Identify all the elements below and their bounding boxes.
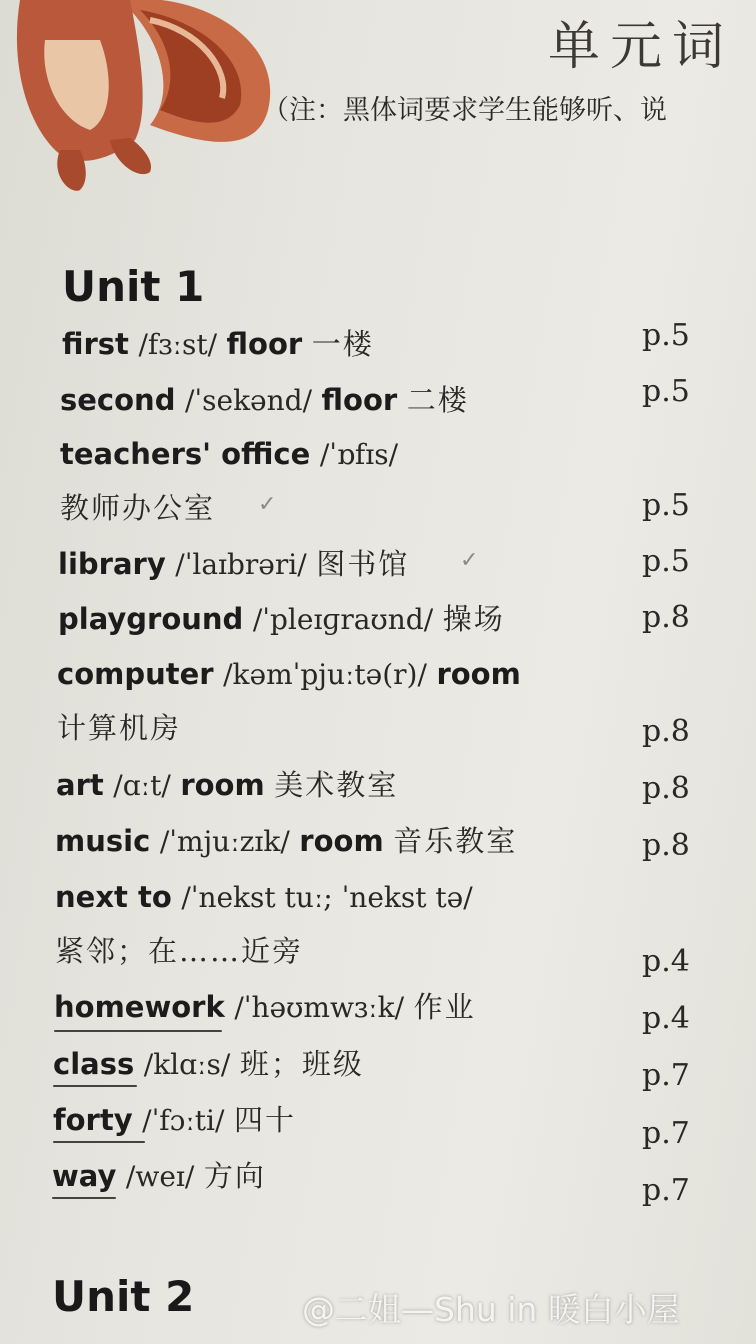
word: art <box>56 768 104 802</box>
page-ref: p.4 <box>642 944 690 979</box>
translation: 操场 <box>442 602 505 636</box>
entry-line <box>62 327 374 361</box>
page-ref: p.5 <box>642 318 690 353</box>
phonetic: /ˈɒfɪs/ <box>319 438 399 471</box>
page-ref: p.8 <box>642 771 690 806</box>
translation: 方向 <box>203 1159 266 1193</box>
entry-line <box>55 934 304 968</box>
translation: 美术教室 <box>274 768 399 802</box>
translation: 班；班级 <box>239 1047 364 1081</box>
squirrel-illustration <box>0 0 280 200</box>
page-ref: p.5 <box>642 488 690 523</box>
phonetic: /kəmˈpjuːtə(r)/ <box>223 658 427 691</box>
page-ref: p.7 <box>642 1173 690 1208</box>
word: music <box>55 824 151 858</box>
page-ref: p.5 <box>642 374 690 409</box>
word: floor <box>321 383 398 417</box>
phonetic: /fɜːst/ <box>138 328 217 361</box>
word: playground <box>58 602 244 636</box>
phonetic: /klɑːs/ <box>143 1048 231 1081</box>
entry-line <box>54 990 476 1024</box>
translation: 二楼 <box>406 383 469 417</box>
pen-underline <box>53 1085 137 1087</box>
word: room <box>436 657 521 691</box>
pen-underline <box>54 1030 222 1032</box>
word: floor <box>226 327 303 361</box>
word: library <box>58 547 166 581</box>
translation: 一楼 <box>311 327 374 361</box>
word: class <box>53 1047 135 1081</box>
page-ref: p.8 <box>642 714 690 749</box>
entry-line <box>60 491 216 525</box>
page-ref: p.5 <box>642 544 690 579</box>
word: room <box>299 824 384 858</box>
entry-line <box>56 768 399 802</box>
word: first <box>62 327 129 361</box>
translation: 四十 <box>233 1103 296 1137</box>
page-ref: p.8 <box>642 600 690 635</box>
entry-line <box>58 602 505 636</box>
phonetic: /ˈsekənd/ <box>185 384 312 417</box>
entry-line <box>57 657 521 691</box>
check-mark-icon: ✓ <box>460 548 479 573</box>
watermark: @二姐—Shu in 暖白小屋 <box>302 1290 680 1329</box>
translation: 教师办公室 <box>60 491 216 525</box>
entry-line <box>60 437 399 471</box>
entry-line <box>53 1103 296 1137</box>
header-title: 单元词 <box>548 17 735 77</box>
entry-line <box>60 383 469 417</box>
page-ref: p.7 <box>642 1058 690 1093</box>
phonetic: /ˈfɔːti/ <box>142 1104 225 1137</box>
translation: 图书馆 <box>316 547 410 581</box>
translation: 作业 <box>413 990 476 1024</box>
word: next to <box>55 880 172 914</box>
page-ref: p.4 <box>642 1001 690 1036</box>
word: teachers' office <box>60 437 311 471</box>
phonetic: /ˈnekst tuː; ˈnekst tə/ <box>181 881 473 914</box>
word: room <box>180 768 265 802</box>
entry-line <box>57 711 182 745</box>
word: second <box>60 383 176 417</box>
phonetic: /ɑːt/ <box>113 769 171 802</box>
page-ref: p.7 <box>642 1116 690 1151</box>
page-ref: p.8 <box>642 828 690 863</box>
unit-1-heading: Unit 1 <box>62 262 205 311</box>
word: homework <box>54 990 225 1024</box>
phonetic: /weɪ/ <box>125 1160 195 1193</box>
phonetic: /ˈpleɪɡraʊnd/ <box>252 603 434 636</box>
word: forty <box>53 1103 133 1137</box>
phonetic: /ˈhəʊmwɜːk/ <box>234 991 405 1024</box>
entry-line <box>53 1047 364 1081</box>
translation: 计算机房 <box>57 711 182 745</box>
pen-underline <box>52 1197 116 1199</box>
word: computer <box>57 657 214 691</box>
translation: 音乐教室 <box>393 824 518 858</box>
entry-line <box>58 547 410 581</box>
phonetic: /ˈlaɪbrəri/ <box>175 548 307 581</box>
unit-2-heading: Unit 2 <box>52 1272 195 1321</box>
translation: 紧邻；在……近旁 <box>55 934 304 968</box>
pen-underline <box>53 1141 145 1143</box>
entry-line <box>55 880 473 914</box>
entry-line <box>52 1159 266 1193</box>
word: way <box>52 1159 117 1193</box>
header-note: （注：黑体词要求学生能够听、说 <box>262 95 667 126</box>
entry-line <box>55 824 518 858</box>
check-mark-icon: ✓ <box>258 492 277 517</box>
phonetic: /ˈmjuːzɪk/ <box>159 825 290 858</box>
